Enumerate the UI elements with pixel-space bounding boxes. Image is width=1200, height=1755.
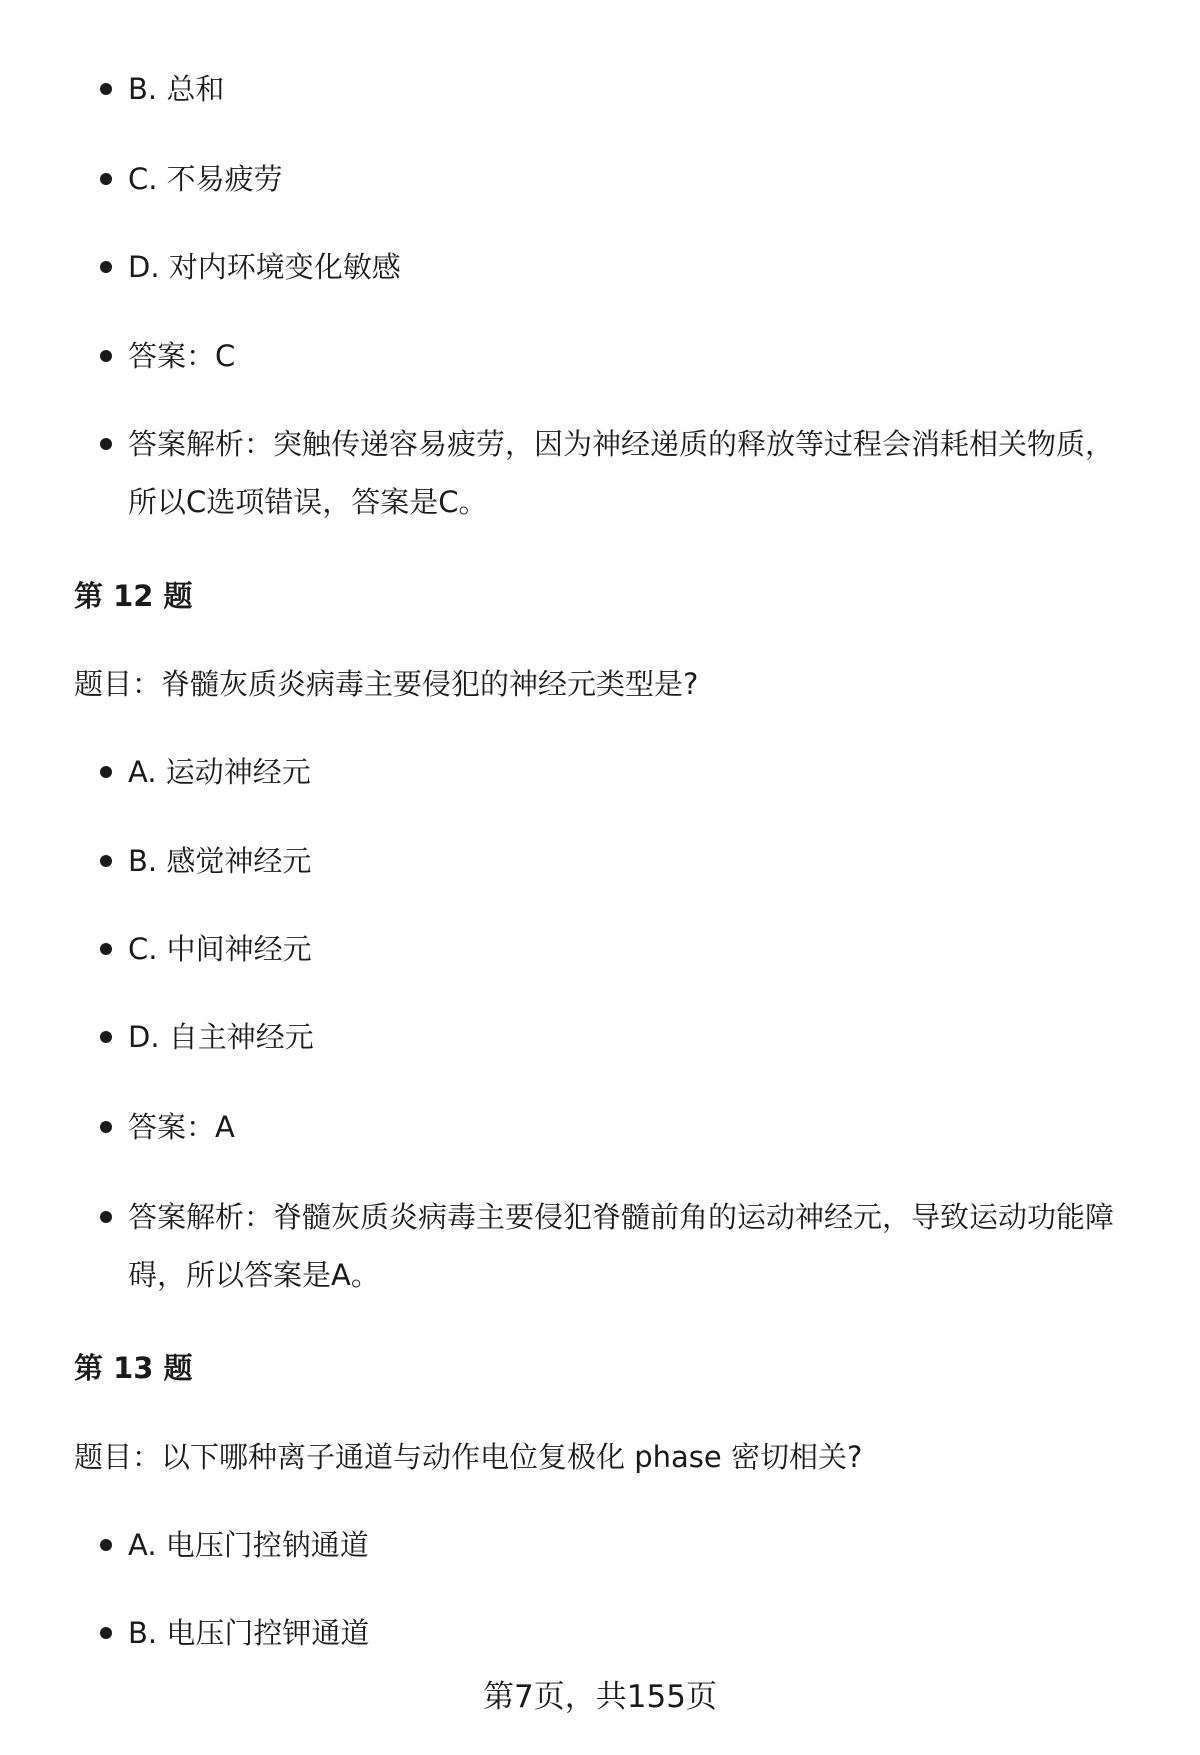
question-heading: 第 12 题 [74, 579, 193, 613]
question-heading: 第 13 题 [74, 1351, 193, 1385]
option-item: B. 电压门控钾通道 [128, 1604, 1138, 1662]
option-item: C. 中间神经元 [128, 920, 1138, 978]
question-stem: 题目：以下哪种离子通道与动作电位复极化 phase 密切相关? [74, 1440, 863, 1474]
answer-item: 答案：C [128, 327, 1138, 385]
option-item: C. 不易疲劳 [128, 150, 1138, 208]
option-item: B. 总和 [128, 60, 1138, 118]
answer-item: 答案：A [128, 1098, 1138, 1156]
page-number: 第7页，共155页 [483, 1679, 717, 1715]
option-item: D. 对内环境变化敏感 [128, 238, 1138, 296]
option-item: A. 电压门控钠通道 [128, 1516, 1138, 1574]
question-stem: 题目：脊髓灰质炎病毒主要侵犯的神经元类型是? [74, 667, 699, 701]
explanation-item: 答案解析：脊髓灰质炎病毒主要侵犯脊髓前角的运动神经元，导致运动功能障碍，所以答案是A。 [128, 1188, 1138, 1304]
option-item: B. 感觉神经元 [128, 832, 1138, 890]
option-item: D. 自主神经元 [128, 1008, 1138, 1066]
option-item: A. 运动神经元 [128, 743, 1138, 801]
explanation-item: 答案解析：突触传递容易疲劳，因为神经递质的释放等过程会消耗相关物质，所以C选项错误，答案是C。 [128, 415, 1138, 531]
